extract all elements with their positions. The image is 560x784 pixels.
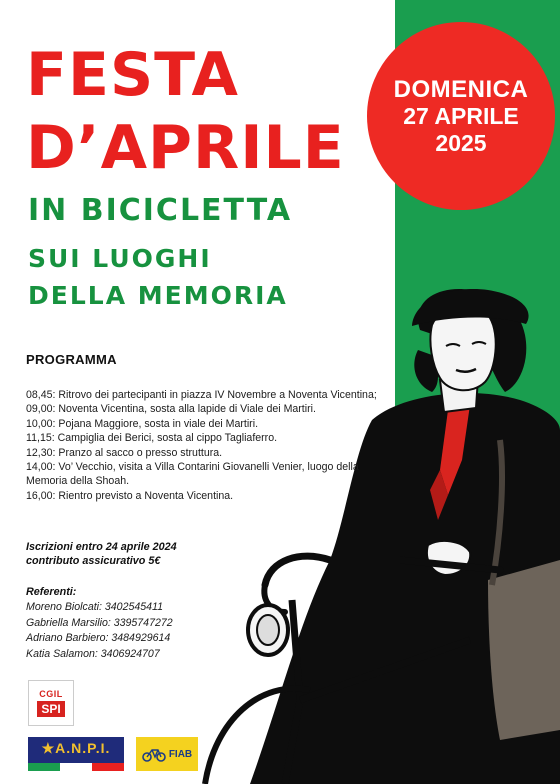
anpi-logo (28, 737, 124, 771)
program-item: 08,45: Ritrovo dei partecipanti in piazza IV Novembre a Noventa Vicentina; (26, 389, 377, 401)
italian-flag-stripe (28, 763, 124, 771)
date-badge-day: DOMENICA (393, 75, 529, 103)
fiab-logo-text: FIAB (168, 748, 193, 760)
program-item: 12,30: Pranzo al sacco o presso struttura. (26, 446, 223, 459)
program-heading: PROGRAMMA (26, 352, 117, 367)
title-line-1: FESTA (26, 40, 239, 110)
program-item: 14,00: Vo’ Vecchio, visita a Villa Contarini Giovanelli Venier, luogo della Memoria della Shoah. (26, 461, 359, 488)
title-line-2: D’APRILE (26, 113, 345, 183)
program-item: 16,00: Rientro previsto a Noventa Vicentina. (26, 489, 234, 502)
subtitle-line-2: SUI LUOGHI (28, 244, 212, 273)
registration-fee: contributo assicurativo 5€ (26, 555, 161, 567)
date-badge-year: 2025 (435, 129, 487, 156)
date-badge-date: 27 APRILE (403, 103, 519, 130)
referent-item: Moreno Biolcati: 3402545411 (26, 601, 164, 613)
program-item: 11,15: Campiglia dei Berici, sosta al cippo Tagliaferro. (26, 432, 278, 445)
date-badge (367, 22, 555, 210)
cgil-logo-text: CGIL (39, 689, 63, 699)
referent-item: Adriano Barbiero: 3484929614 (26, 632, 171, 644)
spi-logo-text: SPI (37, 701, 64, 717)
referents-list (26, 600, 173, 662)
registration-info (26, 540, 177, 568)
fiab-logo (136, 737, 198, 771)
bicycle-icon (142, 746, 166, 762)
subtitle-line-3: DELLA MEMORIA (28, 281, 288, 310)
program-item: 09,00: Noventa Vicentina, sosta alla lapide di Viale dei Martiri. (26, 403, 316, 416)
referent-item: Katia Salamon: 3406924707 (26, 647, 160, 660)
program-item: 10,00: Pojana Maggiore, sosta in viale dei Martiri. (26, 417, 259, 430)
anpi-logo-text: ★A.N.P.I. (41, 740, 111, 756)
referent-item: Gabriella Marsilio: 3395747272 (26, 616, 173, 629)
referents-heading: Referenti: (26, 586, 77, 598)
subtitle-line-1: IN BICICLETTA (28, 193, 293, 228)
program-list (26, 388, 394, 503)
cgil-spi-logo (28, 680, 74, 726)
registration-deadline: Iscrizioni entro 24 aprile 2024 (26, 541, 177, 553)
